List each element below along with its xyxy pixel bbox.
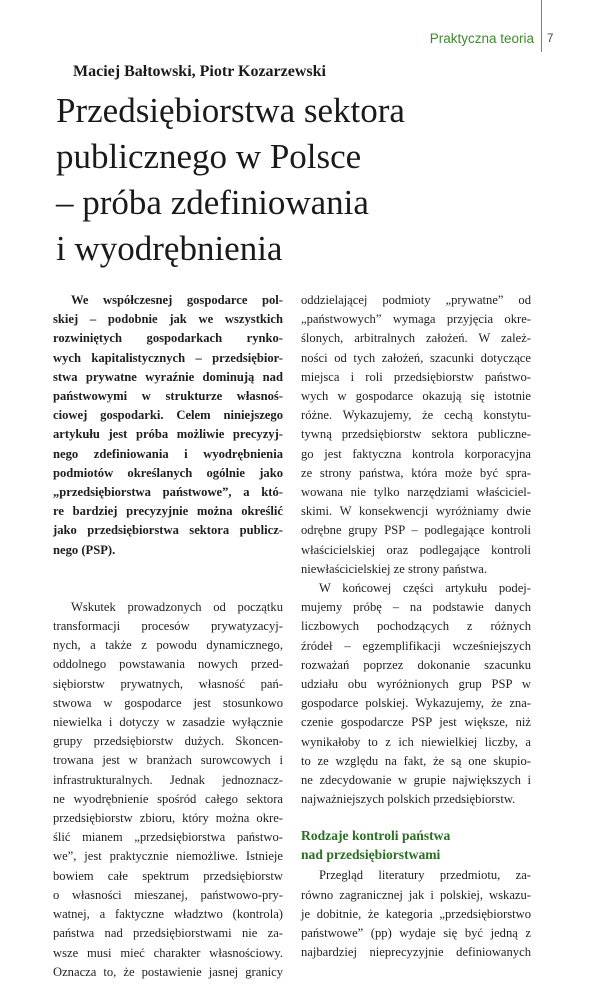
text-line: czenie gospodarcze PSP jest większe, niż: [301, 715, 531, 730]
text-line: gospodarce polskiej. Wykazujemy, że zna-: [301, 696, 531, 711]
text-line: jako przedsiębiorstwa sektora publicz-: [53, 523, 283, 538]
text-line: miejsca i roli przedsiębiorstw państwo-: [301, 369, 531, 384]
title-line: publicznego w Polsce: [56, 137, 362, 176]
text-line: przedsiębiorstw zbioru, który można okre-: [53, 811, 283, 826]
text-line: niewłaścicielskiej ze strony państwa.: [301, 561, 488, 576]
section-heading: [301, 827, 531, 864]
text-line: „przedsiębiorstwa państwowe”, a któ-: [53, 485, 283, 500]
text-line: ne zdecydowanie w grupie największych i: [301, 773, 531, 788]
body-paragraph: [301, 866, 531, 962]
title-line: Przedsiębiorstwa sektora: [56, 91, 405, 130]
text-line: ne wyodrębnienie spośród całego sektora: [53, 791, 283, 806]
header-vertical-rule: [541, 0, 542, 52]
text-line: najbardziej nieprecyzyjnie definiowanych: [301, 945, 531, 960]
text-line: nego (PSP).: [53, 542, 116, 557]
text-line: to ze względu na fakt, że są one skupio-: [301, 753, 531, 768]
paragraph-gap: [53, 560, 283, 579]
text-line: udziału obu wyróżnionych grup PSP w: [301, 677, 531, 692]
text-line: wsze musi mieć charakter własnościowy.: [53, 945, 283, 960]
text-line: liczbowych pochodzących z różnych: [301, 619, 531, 634]
article-title: [56, 88, 456, 272]
text-line: grupy przedsiębiorstw dużych. Skoncen-: [53, 734, 283, 749]
text-line: rozwiniętych gospodarkach rynko-: [53, 331, 283, 346]
text-line: podmiotów określanych ogólnie jako: [53, 465, 283, 480]
text-line: równo zagranicznej jak i polskiej, wskazu-: [301, 887, 531, 902]
text-line: państwowymi w strukturze własnoś-: [53, 389, 283, 404]
text-line: stwa prywatne wyraźnie dominują nad: [53, 369, 283, 384]
left-column: [53, 291, 283, 982]
text-line: źródeł – egzemplifikacji wcześniejszych: [301, 638, 531, 653]
text-line: oddzielającej podmioty „prywatne” od: [301, 293, 531, 307]
text-line: najważniejszych polskich przedsiębiorstw.: [301, 792, 516, 807]
text-line: państwa nad przedsiębiorstwami nie za-: [53, 926, 283, 941]
text-line: oddolnego powstawania nowych przed-: [53, 657, 283, 672]
lead-abstract: [53, 291, 283, 560]
text-line: państwowe” (pp) wydaje się być jedną z: [301, 926, 531, 941]
page-number: 7: [547, 33, 554, 45]
text-line: Wskutek prowadzonych od początku: [71, 599, 283, 614]
paragraph-gap: [53, 579, 283, 598]
text-line: niewielka i dotyczy w zasadzie wyłącznie: [53, 715, 283, 730]
text-line: nego zdefiniowania i wyodrębnienia: [53, 446, 283, 461]
text-line: siębiorstw prywatnych, własność pań-: [53, 676, 283, 691]
text-line: watnej, a faktyczne władztwo (kontrola): [53, 907, 283, 922]
body-paragraph: [301, 291, 531, 579]
text-line: nych, a także z powodu dynamicznego,: [53, 638, 283, 653]
text-line: artykułu jest próba możliwie precyzyj-: [53, 427, 283, 442]
text-line: ślić mianem „przedsiębiorstwa państwo-: [53, 830, 283, 845]
text-line: stwowa w gospodarce jest stosunkowo: [53, 695, 283, 710]
heading-line: Rodzaje kontroli państwa: [301, 828, 451, 844]
text-line: ciowej gospodarki. Celem niniejszego: [53, 408, 283, 423]
text-line: trowana jest w branżach surowcowych i: [53, 753, 283, 768]
text-line: różne. Wykazujemy, że cechą konstytu-: [301, 408, 531, 423]
text-line: skimi. W konsekwencji wyróżniamy dwie: [301, 504, 531, 519]
text-line: właścicielskiej oraz podlegające kontroli: [301, 542, 531, 557]
right-column: [301, 291, 531, 963]
body-paragraph: [301, 579, 531, 809]
text-line: we”, jest praktycznie niemożliwe. Istnieje: [53, 849, 283, 864]
body-paragraph: [53, 598, 283, 982]
text-line: tywną przedsiębiorstw sektora publiczne-: [301, 427, 531, 442]
text-line: wych w gospodarce okazują się istotnie: [301, 389, 531, 404]
text-line: rozważań poprzez dokonanie szacunku: [301, 657, 531, 672]
title-line: i wyodrębnienia: [56, 229, 283, 268]
text-line: wynikałoby to z ich niewielkiej liczby, a: [301, 734, 531, 749]
text-line: transformacji procesów prywatyzacyj-: [53, 619, 283, 634]
text-line: Przegląd literatury przedmiotu, za-: [319, 868, 531, 883]
text-line: wych kapitalistycznych – przedsiębior-: [53, 350, 283, 365]
section-gap: [301, 809, 531, 827]
text-line: go jest faktyczna kontrola korporacyjna: [301, 446, 531, 461]
text-line: We współczesnej gospodarce pol-: [71, 293, 283, 307]
text-line: odrębne grupy PSP – podlegające kontroli: [301, 523, 531, 538]
text-line: je dobitnie, że kategoria „przedsiębiorstwo: [301, 906, 531, 921]
article-authors: Maciej Bałtowski, Piotr Kozarzewski: [73, 63, 326, 80]
text-line: mujemy próbę – na podstawie danych: [301, 600, 531, 615]
text-line: „państwowych” wymaga przyjęcia okre-: [301, 312, 531, 327]
text-line: infrastrukturalnych. Jednak jednoznacz-: [53, 772, 283, 787]
text-line: ze strony państwa, która może być spra-: [301, 465, 531, 480]
title-line: – próba zdefiniowania: [56, 183, 369, 222]
text-line: o własności mieszanej, państwowo-pry-: [53, 887, 283, 902]
text-line: W końcowej części artykułu podej-: [319, 581, 531, 596]
text-line: Oznacza to, że postawienie jasnej granicy: [53, 964, 283, 979]
text-line: ślonych, arbitralnych założeń. W zależ-: [301, 331, 531, 346]
text-line: ności od tych założeń, szacunki dotyczące: [301, 350, 531, 365]
text-line: skiej – podobnie jak we wszystkich: [53, 312, 283, 327]
text-line: bowiem całe spektrum przedsiębiorstw: [53, 868, 283, 883]
heading-line: nad przedsiębiorstwami: [301, 846, 441, 862]
text-line: re bardziej precyzyjnie można określić: [53, 504, 283, 519]
text-line: wowana nie tylko narzędziami właściciel-: [301, 485, 531, 500]
section-header: Praktyczna teoria: [429, 31, 534, 46]
